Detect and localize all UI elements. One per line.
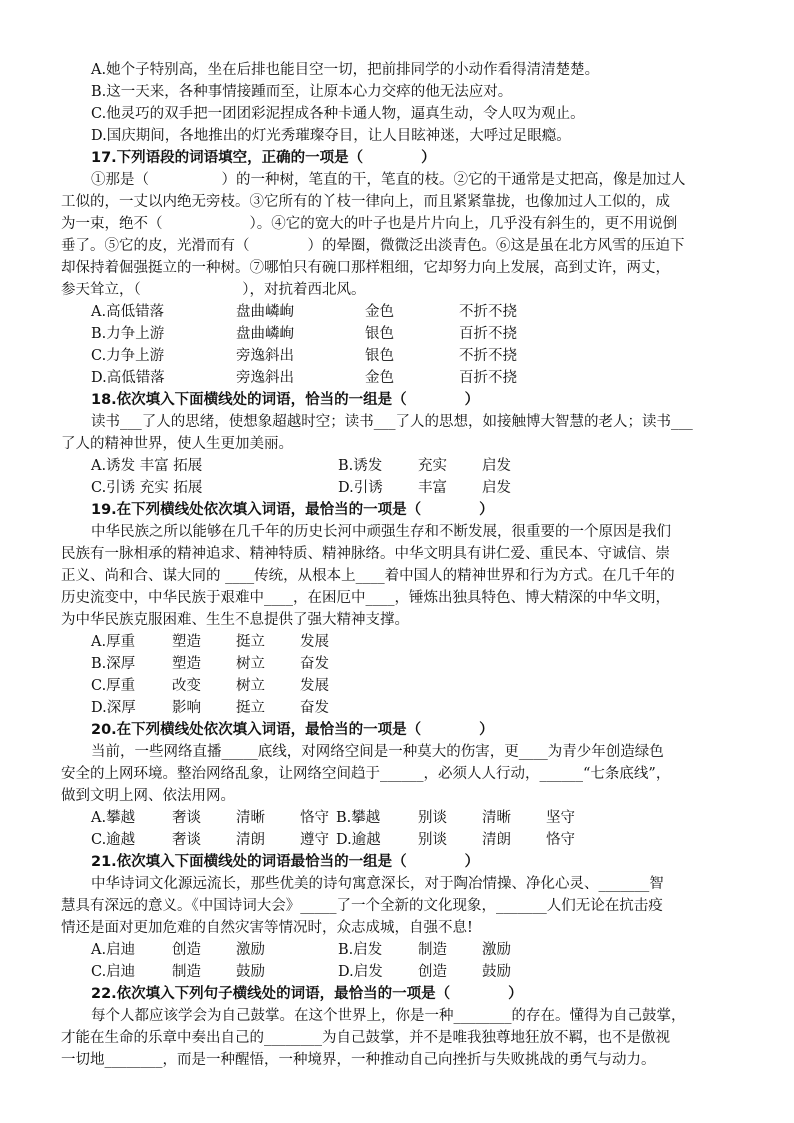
q20-option-b-word3: 清晰: [482, 810, 511, 826]
q21-option-b-word2: 制造: [418, 942, 447, 958]
q20-option-d-word2: 别谈: [418, 832, 447, 848]
q21-passage-line: 情还是面对更加危难的自然灾害等情况时，众志成城，自强不息!: [61, 920, 473, 936]
q21-stem: 21.依次填入下面横线处的词语最恰当的一组是（ ）: [91, 854, 480, 870]
q21-passage-line: 慧具有深远的意义。《中国诗词大会》_____了一个全新的文化现象，_______人们无论在抗击疫: [61, 898, 663, 914]
q20-option-a-word2: 奢谈: [172, 810, 201, 826]
q19-stem: 19.在下列横线处依次填入词语，最恰当的一项是（ ）: [91, 502, 494, 518]
q18-passage-line: 了人的精神世界，使人生更加美丽。: [61, 436, 293, 452]
q18-option-c: C.引诱 充实 拓展: [91, 480, 203, 496]
q16-option-b: B.这一天来，各种事情接踵而至，让原本心力交瘁的他无法应对。: [91, 84, 513, 100]
q17-passage-line: 工似的，一丈以内绝无旁枝。③它所有的丫枝一律向上，而且紧紧靠拢，也像加过人工似的，成: [61, 194, 670, 210]
q18-option-a: A.诱发 丰富 拓展: [91, 458, 203, 474]
q17-option-c-word3: 银色: [365, 348, 394, 364]
q19-option-c-word2: 改变: [172, 678, 201, 694]
q20-option-b-word2: 别谈: [418, 810, 447, 826]
q21-option-a-label: A.启迪: [91, 942, 136, 958]
q20-passage-line: 安全的上网环境。整治网络乱象，让网络空间趋于______，必须人人行动，______“七条底线”，: [61, 766, 671, 782]
q21-option-d-word3: 鼓励: [482, 964, 511, 980]
q19-option-b-word3: 树立: [236, 656, 265, 672]
q16-option-c: C.他灵巧的双手把一团团彩泥捏成各种卡通人物，逼真生动，令人叹为观止。: [91, 106, 585, 122]
q17-option-c-word4: 不折不挠: [459, 348, 517, 364]
q19-option-b-word2: 塑造: [172, 656, 201, 672]
q17-option-c-word2: 旁逸斜出: [236, 348, 294, 364]
q17-passage-line: ①那是（ ）的一种树，笔直的干，笔直的枝。②它的干通常是丈把高，像是加过人: [91, 172, 686, 188]
q21-option-c-label: C.启迪: [91, 964, 136, 980]
q19-option-a-word2: 塑造: [172, 634, 201, 650]
q20-option-b-word4: 坚守: [546, 810, 575, 826]
q16-option-a: A.她个子特别高，坐在后排也能目空一切，把前排同学的小动作看得清清楚楚。: [91, 62, 600, 78]
q20-passage-line: 当前，一些网络直播_____底线，对网络空间是一种莫大的伤害，更____为青少年创造绿色: [91, 744, 664, 760]
q17-option-a-word2: 盘曲嶙峋: [236, 304, 294, 320]
q18-option-d-word2: 丰富: [418, 480, 447, 496]
q17-passage-line: 参天耸立，（ ），对抗着西北风。: [61, 282, 366, 298]
q17-option-a-label: A.高低错落: [91, 304, 165, 320]
q18-stem: 18.依次填入下面横线处的词语，恰当的一组是（ ）: [91, 392, 480, 408]
q20-option-c-word3: 清朗: [236, 832, 265, 848]
q20-passage-line: 做到文明上网、依法用网。: [61, 788, 235, 804]
q21-passage-line: 中华诗词文化源远流长，那些优美的诗句寓意深长，对于陶冶情操、净化心灵、_______智: [91, 876, 664, 892]
q20-stem: 20.在下列横线处依次填入词语，最恰当的一项是（ ）: [91, 722, 494, 738]
q21-option-a-word2: 创造: [172, 942, 201, 958]
q21-option-b-label: B.启发: [338, 942, 383, 958]
q17-option-b-word2: 盘曲嶙峋: [236, 326, 294, 342]
q20-option-a-word4: 恪守: [300, 810, 329, 826]
q20-option-d-word4: 恪守: [546, 832, 575, 848]
q19-passage-line: 正义、尚和合、谋大同的 ____传统，从根本上____着中国人的精神世界和行为方式。在几千年的: [61, 568, 675, 584]
q19-option-d-word3: 挺立: [236, 700, 265, 716]
q18-option-b-label: B.诱发: [338, 458, 383, 474]
q20-option-d-label: D.逾越: [336, 832, 381, 848]
q17-option-d-label: D.高低错落: [91, 370, 165, 386]
q17-option-b-label: B.力争上游: [91, 326, 165, 342]
q19-passage-line: 历史流变中，中华民族于艰难中____，在困厄中____，锤炼出独具特色、博大精深的中华文明，: [61, 590, 670, 606]
q17-option-c-label: C.力争上游: [91, 348, 165, 364]
q19-passage-line: 民族有一脉相承的精神追求、精神特质、精神脉络。中华文明具有讲仁爱、重民本、守诚信、崇: [61, 546, 670, 562]
q17-passage-line: 垂了。⑤它的皮，光滑而有（ ）的晕圈，微微泛出淡青色。⑥这是虽在北方风雪的压迫下: [61, 238, 685, 254]
q19-passage-line: 为中华民族克服困难、生生不息提供了强大精神支撑。: [61, 612, 409, 628]
q17-stem: 17.下列语段的词语填空，正确的一项是（ ）: [91, 150, 436, 166]
q21-option-c-word3: 鼓励: [236, 964, 265, 980]
q17-passage-line: 为一束，绝不（ ）。④它的宽大的叶子也是片片向上，几乎没有斜生的，更不用说倒: [61, 216, 678, 232]
q17-option-d-word4: 百折不挠: [459, 370, 517, 386]
q19-option-a-word3: 挺立: [236, 634, 265, 650]
q17-option-d-word3: 金色: [365, 370, 394, 386]
q19-option-c-word4: 发展: [300, 678, 329, 694]
q19-option-d-word4: 奋发: [300, 700, 329, 716]
q19-option-a-word4: 发展: [300, 634, 329, 650]
q22-passage-line: 每个人都应该学会为自己鼓掌。在这个世界上，你是一种________的存在。懂得为自己鼓掌，: [91, 1008, 686, 1024]
q19-option-c-word3: 树立: [236, 678, 265, 694]
q20-option-a-word3: 清晰: [236, 810, 265, 826]
q22-passage-line: 一切地________，而是一种醒悟，一种境界，一种推动自己向挫折与失败挑战的勇气与动力。: [61, 1052, 656, 1068]
q20-option-c-word4: 遵守: [300, 832, 329, 848]
q20-option-c-word2: 奢谈: [172, 832, 201, 848]
q17-passage-line: 却保持着倔强挺立的一种树。⑦哪怕只有碗口那样粗细，它却努力向上发展，高到丈许，两丈，: [61, 260, 670, 276]
q19-option-c-label: C.厚重: [91, 678, 136, 694]
q21-option-c-word2: 制造: [172, 964, 201, 980]
q17-option-a-word4: 不折不挠: [459, 304, 517, 320]
q21-option-d-label: D.启发: [338, 964, 383, 980]
q19-passage-line: 中华民族之所以能够在几千年的历史长河中顽强生存和不断发展，很重要的一个原因是我们: [91, 524, 671, 540]
q22-stem: 22.依次填入下列句子横线处的词语，最恰当的一项是（ ）: [91, 986, 523, 1002]
q20-option-d-word3: 清朗: [482, 832, 511, 848]
q19-option-a-label: A.厚重: [91, 634, 136, 650]
q19-option-b-label: B.深厚: [91, 656, 136, 672]
q17-option-a-word3: 金色: [365, 304, 394, 320]
q20-option-c-label: C.逾越: [91, 832, 136, 848]
q21-option-b-word3: 激励: [482, 942, 511, 958]
q18-passage-line: 读书___了人的思绪，使想象超越时空；读书___了人的思想，如接触博大智慧的老人；读书___: [91, 414, 693, 430]
q16-option-d: D.国庆期间，各地推出的灯光秀璀璨夺目，让人目眩神迷，大呼过足眼瘾。: [91, 128, 571, 144]
q21-option-a-word3: 激励: [236, 942, 265, 958]
q20-option-a-label: A.攀越: [91, 810, 136, 826]
q18-option-b-word3: 启发: [482, 458, 511, 474]
q20-option-b-label: B.攀越: [336, 810, 381, 826]
q19-option-d-label: D.深厚: [91, 700, 136, 716]
q21-option-d-word2: 创造: [418, 964, 447, 980]
q17-option-d-word2: 旁逸斜出: [236, 370, 294, 386]
q19-option-d-word2: 影响: [172, 700, 201, 716]
q19-option-b-word4: 奋发: [300, 656, 329, 672]
q18-option-b-word2: 充实: [418, 458, 447, 474]
q18-option-d-label: D.引诱: [338, 480, 383, 496]
q18-option-d-word3: 启发: [482, 480, 511, 496]
q22-passage-line: 才能在生命的乐章中奏出自己的________为自己鼓掌，并不是唯我独尊地狂放不羁，也不是傲视: [61, 1030, 670, 1046]
q17-option-b-word3: 银色: [365, 326, 394, 342]
q17-option-b-word4: 百折不挠: [459, 326, 517, 342]
